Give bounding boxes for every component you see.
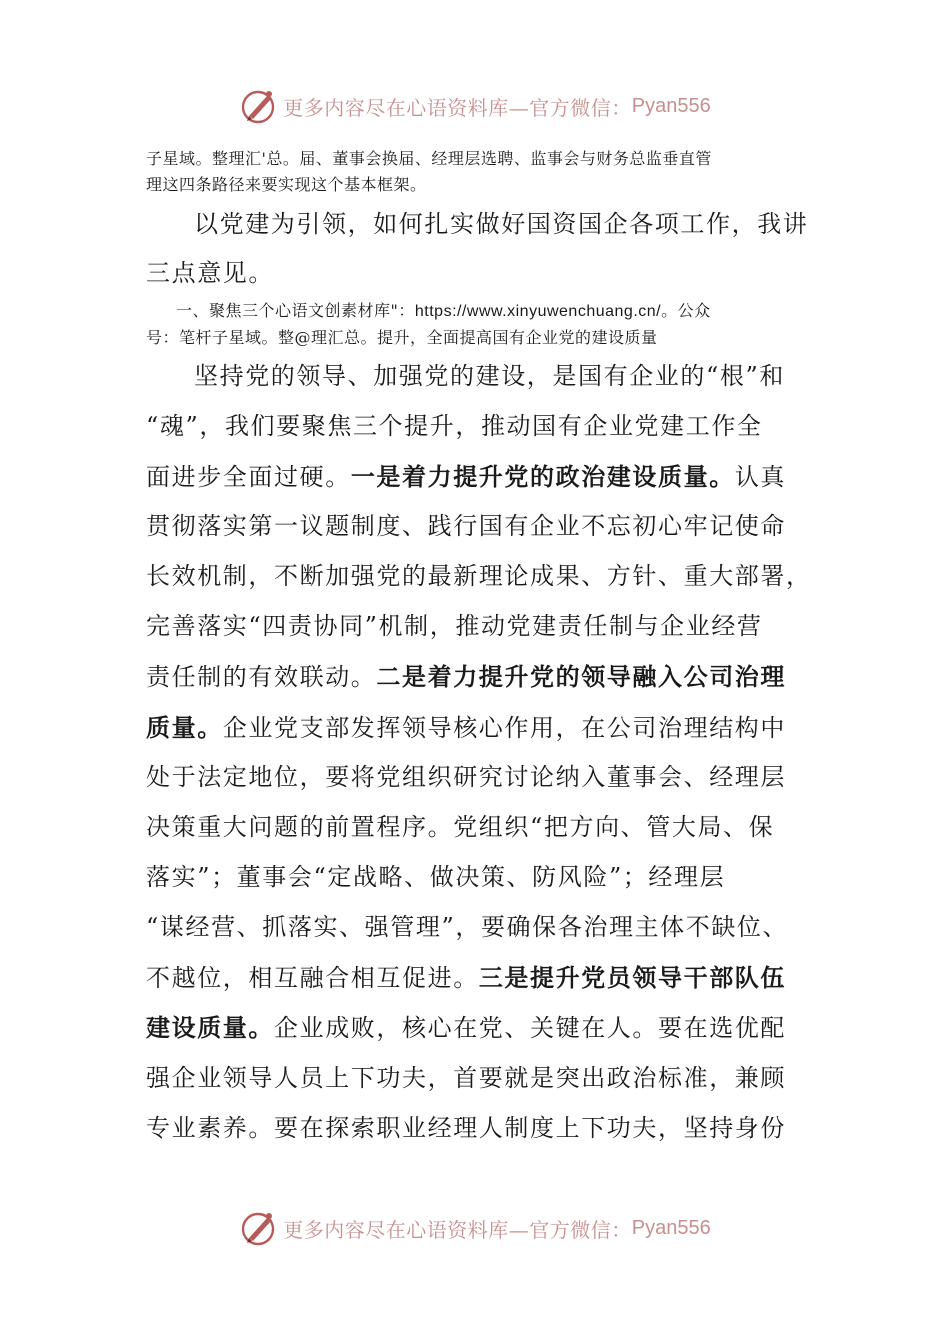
body-line: 质量。企业党支部发挥领导核心作用，在公司治理结构中 — [146, 712, 787, 742]
body-line: 建设质量。企业成败，核心在党、关键在人。要在选优配 — [146, 1013, 786, 1043]
lead-paragraph — [146, 200, 809, 298]
body-line: 专业素养。要在探索职业经理人制度上下功夫，坚持身份 — [146, 1113, 786, 1142]
banner-text: 更多内容尽在心语资料库—官方微信： — [283, 95, 632, 120]
section-heading-note — [146, 298, 806, 351]
body-line: “魂”，我们要聚焦三个提升，推动国有企业党建工作全 — [146, 411, 763, 440]
body-line: 责任制的有效联动。二是着力提升党的领导融入公司治理 — [146, 661, 787, 691]
body-line: 贯彻落实第一议题制度、践行国有企业不忘初心牢记使命 — [146, 512, 786, 541]
lead-line: 以党建为引领，如何扎实做好国资国企各项工作，我讲 — [194, 210, 809, 238]
continued-fragment — [146, 146, 806, 198]
banner-wechat-id: Pyan556 — [631, 1216, 711, 1239]
point-three-heading: 三是提升党员领导干部队伍 — [478, 962, 787, 992]
banner-wechat-id: Pyan556 — [631, 94, 711, 117]
banner-text: 更多内容尽在心语资料库—官方微信： — [283, 1217, 632, 1242]
body-line: “谋经营、抓落实、强管理”，要确保各治理主体不缺位、 — [146, 912, 789, 941]
body-line: 长效机制，不断加强党的最新理论成果、方针、重大部署， — [146, 562, 812, 591]
note-line: 号：笔杆子星域。整@理汇总。提升，全面提高国有企业党的建设质量 — [146, 328, 658, 347]
fragment-line: 理这四条路径来要实现这个基本框架。 — [146, 175, 427, 194]
fragment-line: 子星域。整理汇'总。届、董事会换届、经理层选聘、监事会与财务总监垂直管 — [146, 149, 712, 168]
footer-watermark-banner — [0, 1206, 950, 1250]
pen-seal-logo-icon — [239, 1208, 279, 1248]
point-one-heading: 一是着力提升党的政治建设质量。 — [350, 461, 735, 491]
body-line: 落实”；董事会“定战略、做决策、防风险”；经理层 — [146, 862, 726, 891]
point-two-heading: 二是着力提升党的领导融入公司治理 — [376, 661, 787, 691]
header-watermark-banner — [0, 84, 950, 128]
body-line: 处于法定地位，要将党组织研究讨论纳入董事会、经理层 — [146, 763, 786, 792]
body-line: 决策重大问题的前置程序。党组织“把方向、管大局、保 — [146, 813, 775, 842]
point-two-heading-end: 质量。 — [146, 712, 223, 742]
body-line: 不越位，相互融合相互促进。三是提升党员领导干部队伍 — [146, 962, 787, 992]
point-three-heading-end: 建设质量。 — [146, 1013, 274, 1043]
source-link[interactable]: https://www.xinyuwenchuang.cn/ — [414, 303, 662, 320]
pen-seal-logo-icon — [239, 86, 279, 126]
body-line: 坚持党的领导、加强党的建设，是国有企业的“根”和 — [194, 362, 785, 390]
body-line: 完善落实“四责协同”机制，推动党建责任制与企业经营 — [146, 611, 763, 640]
body-paragraph — [146, 352, 812, 1154]
body-line: 面进步全面过硬。一是着力提升党的政治建设质量。认真 — [146, 461, 787, 491]
lead-line: 三点意见。 — [146, 259, 274, 287]
body-line: 强企业领导人员上下功夫，首要就是突出政治标准，兼顾 — [146, 1064, 786, 1093]
note-line: 一、聚焦三个心语文创素材库"：https://www.xinyuwenchuang.cn/。公众 — [176, 301, 711, 320]
